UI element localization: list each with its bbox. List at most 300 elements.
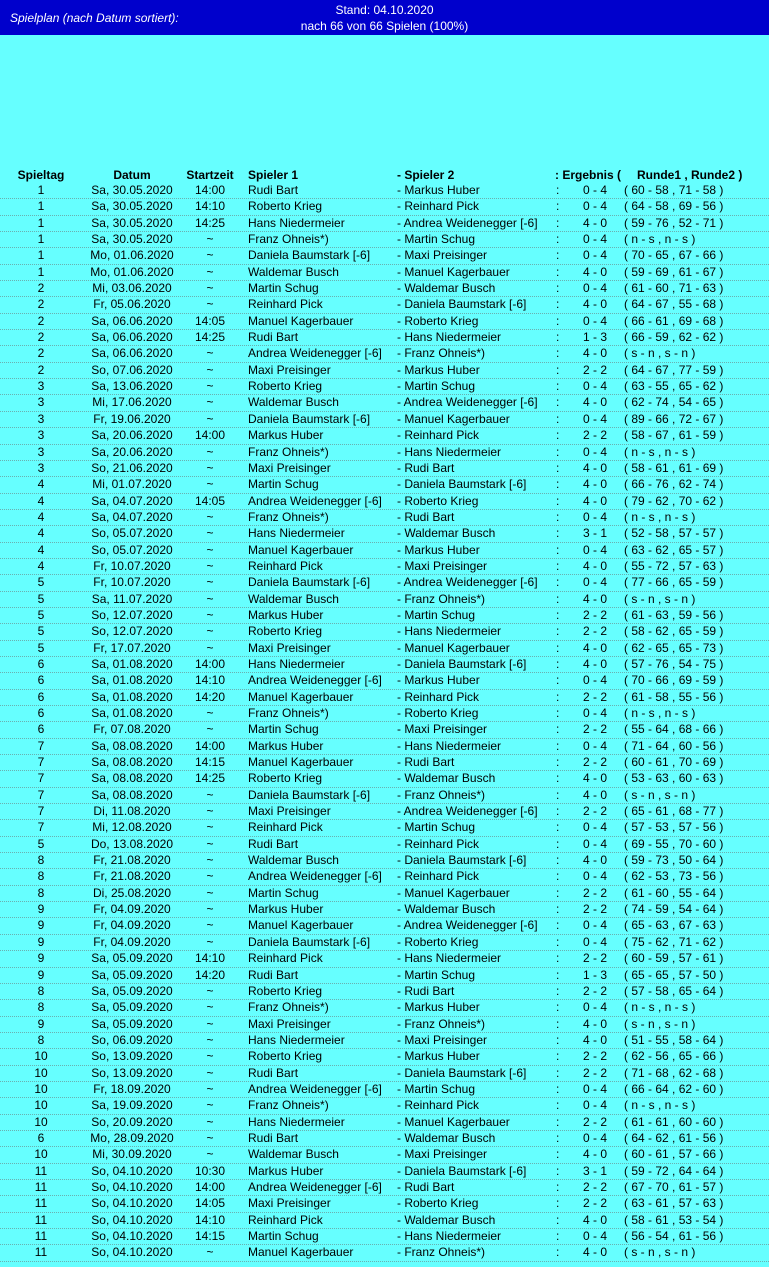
cell-spieltag: 7 (37, 755, 45, 770)
cell-spieltag: 9 (37, 934, 45, 949)
cell-datum: Mi, 12.08.2020 (92, 820, 172, 835)
cell-spieler1: Andrea Weidenegger [-6] (248, 1179, 382, 1194)
separator-colon: : (556, 232, 560, 247)
cell-datum: So, 04.10.2020 (91, 1212, 173, 1227)
cell-spieler2: - Martin Schug (397, 232, 476, 247)
table-row (0, 559, 769, 575)
cell-runden: ( 62 - 65 , 65 - 73 ) (624, 640, 724, 655)
cell-spieler2: - Markus Huber (397, 542, 480, 557)
cell-spieler1: Andrea Weidenegger [-6] (248, 1081, 382, 1096)
table-row (0, 771, 769, 787)
separator-colon: : (556, 264, 560, 279)
cell-runden: ( 66 - 76 , 62 - 74 ) (624, 477, 724, 492)
cell-ergebnis: 0 - 4 (582, 1000, 607, 1015)
cell-spieltag: 4 (37, 493, 45, 508)
table-row (0, 412, 769, 428)
cell-startzeit: ~ (206, 1098, 214, 1113)
cell-datum: Sa, 05.09.2020 (91, 1016, 173, 1031)
cell-spieltag: 9 (37, 1016, 45, 1031)
cell-spieler1: Roberto Krieg (248, 199, 323, 214)
table-row (0, 445, 769, 461)
table-row (0, 248, 769, 264)
separator-colon: : (556, 934, 560, 949)
cell-runden: ( 65 - 63 , 67 - 63 ) (624, 918, 724, 933)
table-row (0, 216, 769, 232)
col-ergebnis: : Ergebnis ( (555, 168, 622, 182)
cell-startzeit: ~ (206, 934, 214, 949)
cell-ergebnis: 4 - 0 (582, 591, 607, 606)
cell-runden: ( 89 - 66 , 72 - 67 ) (624, 411, 724, 426)
cell-datum: Fr, 04.09.2020 (93, 934, 171, 949)
cell-startzeit: ~ (206, 1114, 214, 1129)
separator-colon: : (556, 738, 560, 753)
cell-datum: Fr, 21.08.2020 (93, 869, 171, 884)
table-row (0, 1033, 769, 1049)
cell-ergebnis: 0 - 4 (582, 411, 607, 426)
cell-startzeit: ~ (206, 362, 214, 377)
separator-colon: : (556, 1032, 560, 1047)
cell-ergebnis: 2 - 2 (582, 1196, 607, 1211)
cell-spieler1: Markus Huber (248, 738, 324, 753)
cell-datum: So, 06.09.2020 (91, 1032, 173, 1047)
cell-spieler1: Manuel Kagerbauer (248, 313, 354, 328)
separator-colon: : (556, 1179, 560, 1194)
table-row (0, 232, 769, 248)
separator-colon: : (556, 1098, 560, 1113)
table-row (0, 1147, 769, 1163)
cell-runden: ( 62 - 74 , 54 - 65 ) (624, 395, 724, 410)
cell-datum: Sa, 20.06.2020 (91, 428, 173, 443)
cell-spieltag: 10 (34, 1081, 48, 1096)
cell-spieler1: Maxi Preisinger (248, 362, 331, 377)
cell-spieltag: 7 (37, 820, 45, 835)
cell-runden: ( 70 - 66 , 69 - 59 ) (624, 673, 724, 688)
cell-runden: ( 56 - 54 , 61 - 56 ) (624, 1229, 724, 1243)
cell-spieltag: 2 (37, 362, 45, 377)
cell-spieler2: - Waldemar Busch (397, 526, 496, 541)
table-row (0, 608, 769, 624)
cell-datum: Sa, 08.08.2020 (91, 755, 173, 770)
cell-startzeit: ~ (206, 444, 214, 459)
cell-spieler1: Waldemar Busch (248, 264, 339, 279)
cell-startzeit: ~ (206, 640, 214, 655)
cell-spieler2: - Franz Ohneis*) (397, 1245, 486, 1260)
separator-colon: : (556, 836, 560, 851)
cell-startzeit: 14:10 (194, 199, 226, 214)
cell-startzeit: ~ (206, 1065, 214, 1080)
table-row (0, 543, 769, 559)
cell-ergebnis: 0 - 4 (582, 706, 607, 720)
cell-spieler1: Martin Schug (248, 477, 319, 492)
table-row (0, 886, 769, 902)
cell-runden: ( 60 - 61 , 57 - 66 ) (624, 1147, 724, 1162)
separator-colon: : (556, 787, 560, 802)
cell-runden: ( 57 - 53 , 57 - 56 ) (624, 820, 724, 835)
cell-startzeit: 14:20 (194, 689, 226, 704)
cell-startzeit: 14:05 (194, 493, 226, 508)
cell-startzeit: 14:00 (194, 656, 226, 671)
cell-ergebnis: 4 - 0 (582, 787, 607, 802)
cell-ergebnis: 0 - 4 (582, 542, 607, 557)
cell-datum: Sa, 08.08.2020 (91, 738, 173, 753)
cell-runden: ( 62 - 56 , 65 - 66 ) (624, 1049, 724, 1064)
cell-spieler1: Roberto Krieg (248, 983, 323, 998)
cell-datum: Sa, 06.06.2020 (91, 330, 173, 345)
cell-spieler1: Andrea Weidenegger [-6] (248, 346, 382, 361)
table-row (0, 1213, 769, 1229)
cell-spieler1: Hans Niedermeier (248, 1032, 345, 1047)
cell-spieler2: - Reinhard Pick (397, 869, 480, 884)
cell-spieltag: 1 (37, 199, 45, 214)
cell-spieler1: Reinhard Pick (248, 558, 323, 573)
cell-datum: Sa, 05.09.2020 (91, 967, 173, 982)
cell-runden: ( 58 - 61 , 61 - 69 ) (624, 460, 724, 475)
cell-spieltag: 11 (34, 1179, 48, 1194)
separator-colon: : (556, 248, 560, 263)
table-row (0, 199, 769, 215)
cell-spieltag: 9 (37, 918, 45, 933)
cell-spieltag: 4 (37, 509, 45, 524)
cell-spieler1: Hans Niedermeier (248, 656, 345, 671)
cell-ergebnis: 0 - 4 (582, 1229, 607, 1243)
separator-colon: : (556, 1147, 560, 1162)
cell-ergebnis: 0 - 4 (582, 1130, 607, 1145)
cell-ergebnis: 4 - 0 (582, 477, 607, 492)
cell-runden: ( s - n , s - n ) (624, 1016, 696, 1031)
cell-runden: ( 71 - 68 , 62 - 68 ) (624, 1065, 724, 1080)
cell-datum: Mi, 17.06.2020 (92, 395, 172, 410)
cell-startzeit: 14:10 (194, 951, 226, 966)
cell-datum: So, 04.10.2020 (91, 1229, 173, 1243)
cell-startzeit: ~ (206, 526, 214, 541)
cell-ergebnis: 0 - 4 (582, 183, 607, 197)
cell-spieler1: Martin Schug (248, 281, 319, 296)
cell-spieler1: Daniela Baumstark [-6] (248, 934, 371, 949)
cell-datum: Fr, 10.07.2020 (93, 575, 171, 590)
table-header (0, 168, 769, 183)
cell-spieler1: Markus Huber (248, 1163, 324, 1178)
table-row (0, 461, 769, 477)
cell-runden: ( 58 - 62 , 65 - 59 ) (624, 624, 724, 639)
table-row (0, 935, 769, 951)
cell-spieler2: - Waldemar Busch (397, 281, 496, 296)
cell-ergebnis: 0 - 4 (582, 738, 607, 753)
cell-runden: ( 79 - 62 , 70 - 62 ) (624, 493, 724, 508)
cell-spieltag: 5 (37, 836, 45, 851)
cell-spieler1: Franz Ohneis*) (248, 509, 329, 524)
cell-datum: Sa, 05.09.2020 (91, 983, 173, 998)
cell-runden: ( s - n , s - n ) (624, 346, 696, 361)
separator-colon: : (556, 428, 560, 443)
cell-datum: Sa, 01.08.2020 (91, 673, 173, 688)
cell-spieltag: 1 (37, 248, 45, 263)
cell-spieltag: 4 (37, 558, 45, 573)
separator-colon: : (556, 1245, 560, 1260)
separator-colon: : (556, 689, 560, 704)
table-row (0, 690, 769, 706)
cell-runden: ( 55 - 72 , 57 - 63 ) (624, 558, 724, 573)
cell-spieler2: - Hans Niedermeier (397, 951, 502, 966)
cell-spieltag: 2 (37, 281, 45, 296)
cell-ergebnis: 0 - 4 (582, 836, 607, 851)
cell-startzeit: ~ (206, 346, 214, 361)
table-row (0, 1196, 769, 1212)
cell-datum: Sa, 05.09.2020 (91, 951, 173, 966)
cell-spieler1: Waldemar Busch (248, 591, 339, 606)
col-startzeit: Startzeit (186, 168, 234, 182)
cell-ergebnis: 0 - 4 (582, 934, 607, 949)
cell-spieler2: - Daniela Baumstark [-6] (397, 656, 527, 671)
cell-spieler1: Waldemar Busch (248, 853, 339, 868)
separator-colon: : (556, 771, 560, 786)
cell-ergebnis: 0 - 4 (582, 248, 607, 263)
cell-spieltag: 3 (37, 460, 45, 475)
cell-ergebnis: 2 - 2 (582, 1049, 607, 1064)
table-row (0, 951, 769, 967)
cell-runden: ( 65 - 61 , 68 - 77 ) (624, 804, 724, 819)
cell-spieler1: Maxi Preisinger (248, 460, 331, 475)
table-row (0, 1115, 769, 1131)
cell-spieler1: Daniela Baumstark [-6] (248, 411, 371, 426)
cell-startzeit: 14:05 (194, 313, 226, 328)
cell-ergebnis: 2 - 2 (582, 902, 607, 917)
cell-runden: ( s - n , s - n ) (624, 591, 696, 606)
cell-ergebnis: 4 - 0 (582, 640, 607, 655)
cell-startzeit: ~ (206, 248, 214, 263)
cell-spieltag: 6 (37, 722, 45, 737)
cell-spieler2: - Daniela Baumstark [-6] (397, 853, 527, 868)
col-datum: Datum (113, 168, 151, 182)
cell-datum: Sa, 05.09.2020 (91, 1000, 173, 1015)
cell-ergebnis: 3 - 1 (582, 526, 607, 541)
cell-spieler2: - Hans Niedermeier (397, 624, 502, 639)
cell-runden: ( 59 - 72 , 64 - 64 ) (624, 1163, 724, 1178)
table-row (0, 755, 769, 771)
cell-runden: ( 60 - 59 , 57 - 61 ) (624, 951, 724, 966)
cell-spieltag: 4 (37, 526, 45, 541)
cell-runden: ( 58 - 67 , 61 - 59 ) (624, 428, 724, 443)
cell-spieler1: Markus Huber (248, 607, 324, 622)
table-row (0, 510, 769, 526)
table-row (0, 657, 769, 673)
cell-runden: ( 62 - 53 , 73 - 56 ) (624, 869, 724, 884)
cell-datum: Sa, 30.05.2020 (91, 215, 173, 230)
cell-runden: ( 53 - 63 , 60 - 63 ) (624, 771, 724, 786)
cell-spieler1: Manuel Kagerbauer (248, 542, 354, 557)
cell-ergebnis: 2 - 2 (582, 362, 607, 377)
cell-spieler2: - Maxi Preisinger (397, 558, 488, 573)
cell-runden: ( 70 - 65 , 67 - 66 ) (624, 248, 724, 263)
cell-spieler2: - Reinhard Pick (397, 428, 480, 443)
cell-datum: So, 04.10.2020 (91, 1196, 173, 1211)
cell-spieler1: Rudi Bart (248, 967, 299, 982)
table-row (0, 592, 769, 608)
cell-spieler2: - Markus Huber (397, 1049, 480, 1064)
game-table (0, 183, 769, 1262)
cell-runden: ( 74 - 59 , 54 - 64 ) (624, 902, 724, 917)
cell-ergebnis: 4 - 0 (582, 1147, 607, 1162)
cell-runden: ( s - n , s - n ) (624, 1245, 696, 1260)
table-row (0, 804, 769, 820)
cell-startzeit: 14:10 (194, 673, 226, 688)
cell-runden: ( 65 - 65 , 57 - 50 ) (624, 967, 724, 982)
separator-colon: : (556, 542, 560, 557)
cell-spieler2: - Maxi Preisinger (397, 1032, 488, 1047)
cell-spieltag: 2 (37, 330, 45, 345)
cell-startzeit: 14:05 (194, 1196, 226, 1211)
cell-spieler2: - Daniela Baumstark [-6] (397, 1065, 527, 1080)
cell-spieler2: - Hans Niedermeier (397, 738, 502, 753)
separator-colon: : (556, 1016, 560, 1031)
cell-spieltag: 10 (34, 1049, 48, 1064)
cell-spieltag: 1 (37, 232, 45, 247)
cell-spieltag: 2 (37, 313, 45, 328)
separator-colon: : (556, 673, 560, 688)
cell-spieler2: - Martin Schug (397, 820, 476, 835)
cell-spieler2: - Franz Ohneis*) (397, 346, 486, 361)
cell-runden: ( s - n , s - n ) (624, 787, 696, 802)
cell-datum: Sa, 30.05.2020 (91, 183, 173, 197)
separator-colon: : (556, 885, 560, 900)
table-row (0, 837, 769, 853)
cell-startzeit: ~ (206, 607, 214, 622)
cell-ergebnis: 4 - 0 (582, 1245, 607, 1260)
cell-spieler1: Manuel Kagerbauer (248, 1245, 354, 1260)
cell-spieltag: 10 (34, 1065, 48, 1080)
cell-runden: ( 71 - 64 , 60 - 56 ) (624, 738, 724, 753)
cell-startzeit: ~ (206, 1081, 214, 1096)
cell-datum: So, 12.07.2020 (91, 624, 173, 639)
cell-spieler2: - Martin Schug (397, 379, 476, 394)
cell-ergebnis: 4 - 0 (582, 1032, 607, 1047)
cell-startzeit: ~ (206, 509, 214, 524)
cell-ergebnis: 1 - 3 (582, 967, 607, 982)
table-row (0, 820, 769, 836)
cell-ergebnis: 4 - 0 (582, 215, 607, 230)
cell-spieltag: 6 (37, 673, 45, 688)
cell-ergebnis: 4 - 0 (582, 297, 607, 312)
cell-spieler1: Markus Huber (248, 428, 324, 443)
cell-spieltag: 4 (37, 542, 45, 557)
table-row (0, 918, 769, 934)
cell-datum: So, 04.10.2020 (91, 1163, 173, 1178)
separator-colon: : (556, 983, 560, 998)
table-row (0, 363, 769, 379)
cell-spieler2: - Rudi Bart (397, 983, 455, 998)
cell-startzeit: ~ (206, 477, 214, 492)
cell-spieler2: - Rudi Bart (397, 1179, 455, 1194)
cell-spieltag: 3 (37, 411, 45, 426)
cell-startzeit: ~ (206, 624, 214, 639)
cell-runden: ( n - s , n - s ) (624, 444, 696, 459)
cell-ergebnis: 0 - 4 (582, 575, 607, 590)
cell-runden: ( 61 - 60 , 55 - 64 ) (624, 885, 724, 900)
cell-runden: ( 61 - 58 , 55 - 56 ) (624, 689, 724, 704)
cell-spieler1: Rudi Bart (248, 330, 299, 345)
cell-datum: So, 21.06.2020 (91, 460, 173, 475)
separator-colon: : (556, 313, 560, 328)
cell-spieltag: 7 (37, 771, 45, 786)
separator-colon: : (556, 460, 560, 475)
separator-colon: : (556, 869, 560, 884)
cell-spieltag: 6 (37, 689, 45, 704)
cell-datum: Sa, 01.08.2020 (91, 706, 173, 720)
cell-datum: Sa, 04.07.2020 (91, 493, 173, 508)
table-row (0, 641, 769, 657)
separator-colon: : (556, 362, 560, 377)
cell-datum: So, 13.09.2020 (91, 1065, 173, 1080)
cell-ergebnis: 2 - 2 (582, 951, 607, 966)
cell-startzeit: ~ (206, 820, 214, 835)
cell-ergebnis: 0 - 4 (582, 918, 607, 933)
cell-startzeit: ~ (206, 281, 214, 296)
cell-spieler1: Reinhard Pick (248, 820, 323, 835)
cell-datum: Fr, 10.07.2020 (93, 558, 171, 573)
cell-spieler1: Franz Ohneis*) (248, 444, 329, 459)
separator-colon: : (556, 493, 560, 508)
cell-spieltag: 11 (34, 1229, 48, 1243)
table-row (0, 706, 769, 722)
cell-runden: ( 57 - 76 , 54 - 75 ) (624, 656, 724, 671)
cell-runden: ( 61 - 63 , 59 - 56 ) (624, 607, 724, 622)
cell-ergebnis: 4 - 0 (582, 1016, 607, 1031)
cell-startzeit: 14:25 (194, 330, 226, 345)
cell-datum: Sa, 08.08.2020 (91, 787, 173, 802)
separator-colon: : (556, 1196, 560, 1211)
cell-spieler2: - Rudi Bart (397, 460, 455, 475)
cell-spieltag: 3 (37, 395, 45, 410)
cell-spieler1: Daniela Baumstark [-6] (248, 248, 371, 263)
cell-spieler2: - Rudi Bart (397, 755, 455, 770)
cell-spieler2: - Markus Huber (397, 183, 480, 197)
cell-ergebnis: 4 - 0 (582, 395, 607, 410)
separator-colon: : (556, 722, 560, 737)
cell-spieler2: - Reinhard Pick (397, 1098, 480, 1113)
cell-datum: Sa, 01.08.2020 (91, 656, 173, 671)
separator-colon: : (556, 967, 560, 982)
cell-spieltag: 11 (34, 1196, 48, 1211)
cell-spieler2: - Franz Ohneis*) (397, 787, 486, 802)
cell-spieler1: Roberto Krieg (248, 771, 323, 786)
cell-spieltag: 2 (37, 297, 45, 312)
cell-spieltag: 8 (37, 869, 45, 884)
cell-spieler1: Reinhard Pick (248, 951, 323, 966)
cell-startzeit: 14:00 (194, 183, 226, 197)
cell-ergebnis: 0 - 4 (582, 379, 607, 394)
cell-spieler2: - Markus Huber (397, 362, 480, 377)
cell-spieler1: Rudi Bart (248, 183, 299, 197)
cell-spieltag: 6 (37, 1130, 45, 1145)
cell-spieler1: Daniela Baumstark [-6] (248, 575, 371, 590)
cell-ergebnis: 2 - 2 (582, 1114, 607, 1129)
cell-datum: Fr, 04.09.2020 (93, 918, 171, 933)
table-row (0, 869, 769, 885)
cell-datum: Fr, 18.09.2020 (93, 1081, 171, 1096)
cell-datum: Sa, 04.07.2020 (91, 509, 173, 524)
separator-colon: : (556, 215, 560, 230)
table-row (0, 330, 769, 346)
cell-datum: Fr, 17.07.2020 (93, 640, 171, 655)
cell-runden: ( 63 - 61 , 57 - 63 ) (624, 1196, 724, 1211)
cell-startzeit: ~ (206, 542, 214, 557)
cell-startzeit: ~ (206, 411, 214, 426)
cell-spieltag: 9 (37, 902, 45, 917)
cell-datum: Mo, 01.06.2020 (90, 264, 174, 279)
separator-colon: : (556, 1163, 560, 1178)
cell-runden: ( 55 - 64 , 68 - 66 ) (624, 722, 724, 737)
table-row (0, 1245, 769, 1261)
cell-ergebnis: 4 - 0 (582, 264, 607, 279)
